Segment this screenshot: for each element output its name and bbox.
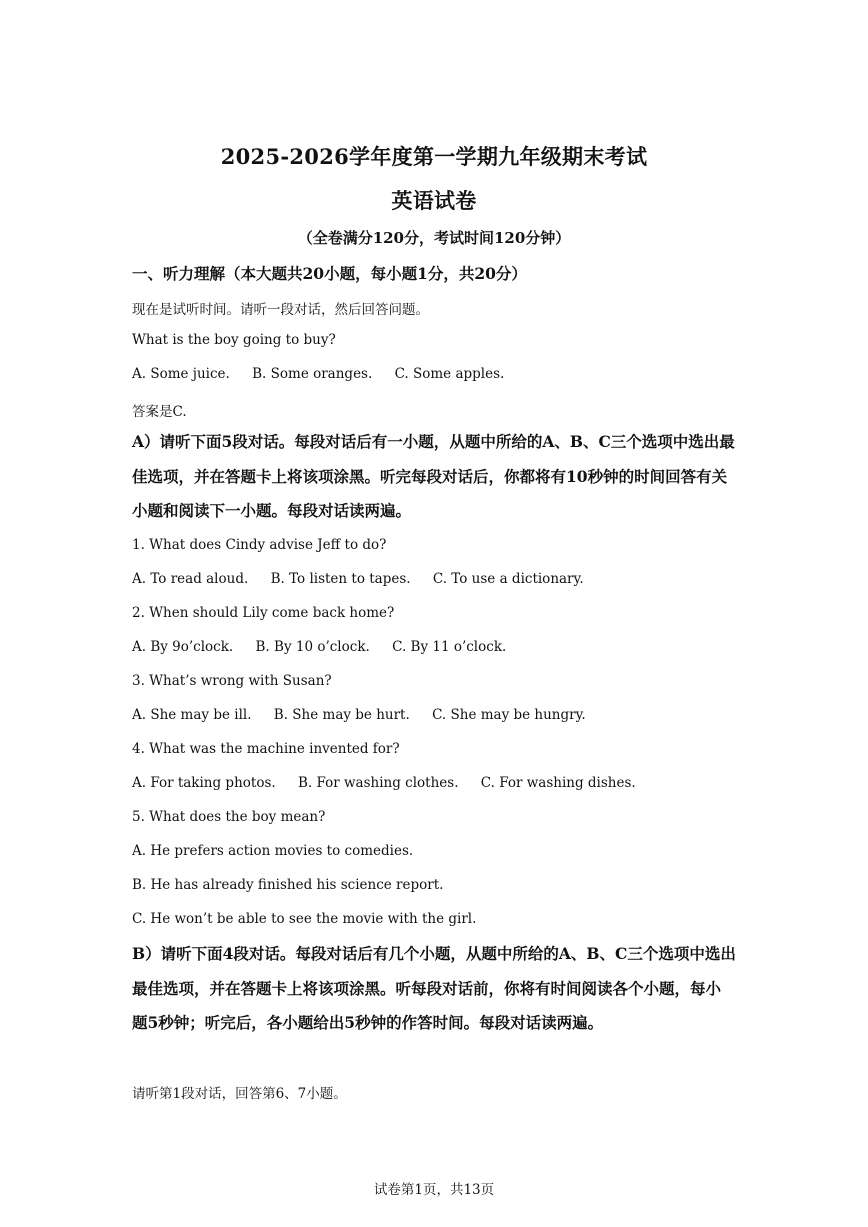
question-5-option-a: A. He prefers action movies to comedies.: [132, 843, 414, 859]
exam-subject: 英语试卷: [391, 188, 477, 213]
option-c: C. To use a dictionary.: [432, 571, 584, 587]
option-b: B. For washing clothes.: [297, 775, 459, 791]
question-1: 1. What does Cindy advise Jeff to do?: [132, 537, 387, 553]
option-b: B. By 10 o’clock.: [255, 639, 370, 655]
question-5-option-b: B. He has already finished his science report.: [132, 877, 444, 893]
exam-note: （全卷满分120分，考试时间120分钟）: [297, 229, 571, 247]
question-3-options: [132, 707, 586, 723]
option-c: C. She may be hungry.: [432, 707, 586, 723]
option-c: C. By 11 o’clock.: [392, 639, 507, 655]
part-a-instructions: A）请听下面5段对话。每段对话后有一小题，从题中所给的A、B、C三个选项中选出最佳选项，并在答题卡上将该项涂黑。听完每段对话后，你都将有10秒钟的时间回答有关小题和阅读下一小题。每段对话读两遍。: [132, 432, 735, 520]
option-b: B. She may be hurt.: [273, 707, 410, 723]
question-2-options: [132, 639, 506, 655]
question-4-options: [132, 775, 636, 791]
question-3: 3. What’s wrong with Susan?: [132, 673, 332, 689]
question-4: 4. What was the machine invented for?: [132, 741, 400, 757]
question-1-options: [132, 571, 584, 587]
question-2: 2. When should Lily come back home?: [132, 605, 395, 621]
part-b-instructions: B）请听下面4段对话。每段对话后有几个小题，从题中所给的A、B、C三个选项中选出最佳选项，并在答题卡上将该项涂黑。听每段对话前，你将有时间阅读各个小题，每小题5秒钟；听完后，各小题给出5秒钟的作答时间。每段对话读两遍。: [132, 944, 736, 1032]
question-5: 5. What does the boy mean?: [132, 809, 326, 825]
option-a: A. For taking photos.: [132, 775, 276, 791]
section-heading: 一、听力理解（本大题共20小题，每小题1分，共20分）: [132, 264, 527, 283]
option-b: B. Some oranges.: [252, 366, 373, 382]
page-footer: 试卷第1页，共13页: [373, 1182, 495, 1198]
option-a: A. To read aloud.: [132, 571, 249, 587]
trial-options: [132, 366, 504, 382]
option-c: C. Some apples.: [394, 366, 505, 382]
option-a: A. She may be ill.: [132, 707, 252, 723]
option-c: C. For washing dishes.: [480, 775, 636, 791]
option-a: A. Some juice.: [132, 366, 230, 382]
exam-title: 2025-2026学年度第一学期九年级期末考试: [220, 144, 648, 169]
option-b: B. To listen to tapes.: [270, 571, 411, 587]
question-5-option-c: C. He won’t be able to see the movie with the girl.: [132, 911, 477, 927]
trial-question: What is the boy going to buy?: [132, 332, 336, 348]
trial-answer: 答案是C.: [132, 404, 187, 420]
option-a: A. By 9o’clock.: [132, 639, 234, 655]
trial-intro: 现在是试听时间。请听一段对话，然后回答问题。: [132, 302, 429, 318]
part-b-sub-intro: 请听第1段对话，回答第6、7小题。: [132, 1086, 347, 1102]
